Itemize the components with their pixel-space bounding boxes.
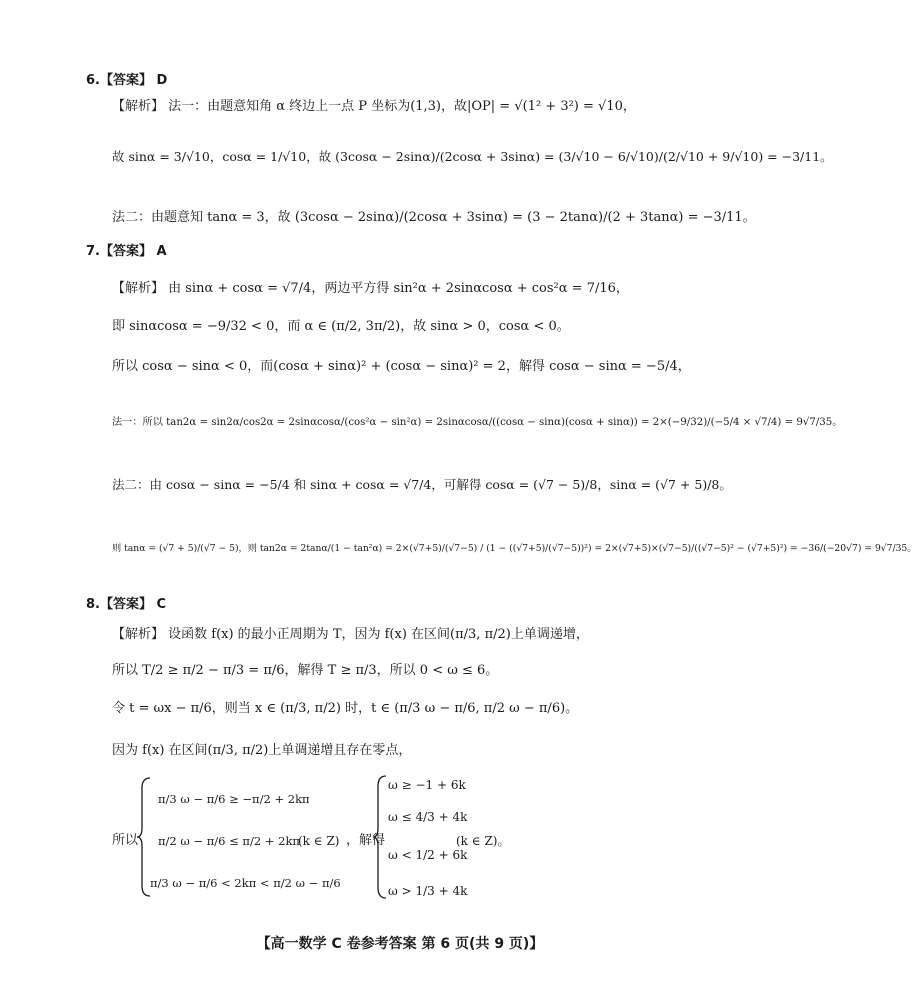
q8-answer: 8.【答案】 C <box>86 597 167 612</box>
q7-analysis-3: 所以 cosα − sinα < 0，而(cosα + sinα)² + (cosα − sinα)² = 2，解得 cosα − sinα = −5/4， <box>112 359 691 374</box>
q8-analysis-1: 【解析】 设函数 f(x) 的最小正周期为 T，因为 f(x) 在区间(π/3, π/2)上单调递增， <box>112 627 589 642</box>
q8-system-a-2: π/2 ω − π/6 ≤ π/2 + 2kπ <box>158 834 300 848</box>
q8-system-a-1: π/3 ω − π/6 ≥ −π/2 + 2kπ <box>158 792 310 806</box>
q8-so-label: 所以 <box>112 833 139 848</box>
q8-cond-2: (k ∈ Z)。 <box>456 834 510 848</box>
q8-system-b-3: ω < 1/2 + 6k <box>388 848 468 862</box>
q6-analysis-3: 法二：由题意知 tanα = 3，故 (3cosα − 2sinα)/(2cosα + 3sinα) = (3 − 2tanα)/(2 + 3tanα) = −3/11。 <box>112 210 756 225</box>
q8-system-b-2: ω ≤ 4/3 + 4k <box>388 810 468 824</box>
q8-system-a-3: π/3 ω − π/6 < 2kπ < π/2 ω − π/6 <box>150 876 341 890</box>
q7-analysis-2: 即 sinαcosα = −9/32 < 0，而 α ∈ (π/2, 3π/2)，故 sinα > 0，cosα < 0。 <box>112 319 570 334</box>
q8-analysis-2: 所以 T/2 ≥ π/2 − π/3 = π/6，解得 T ≥ π/3，所以 0 < ω ≤ 6。 <box>112 663 499 678</box>
q7-method-2: 法二：由 cosα − sinα = −5/4 和 sinα + cosα = √7/4，可解得 cosα = (√7 − 5)/8，sinα = (√7 + 5)/8。 <box>112 477 732 492</box>
q6-answer: 6.【答案】 D <box>86 73 168 88</box>
q8-analysis-3: 令 t = ωx − π/6，则当 x ∈ (π/3, π/2) 时，t ∈ (π/3 ω − π/6, π/2 ω − π/6)。 <box>112 701 579 716</box>
q8-analysis-4: 因为 f(x) 在区间(π/3, π/2)上单调递增且存在零点， <box>112 743 412 758</box>
q8-cond-1: (k ∈ Z) <box>298 834 340 848</box>
q8-solve-label: ，解得 <box>346 833 386 848</box>
q6-analysis-2: 故 sinα = 3/√10，cosα = 1/√10，故 (3cosα − 2sinα)/(2cosα + 3sinα) = (3/√10 − 6/√10)/(2/√10 + 9/√10) = −3/11。 <box>112 149 833 164</box>
q8-system-b-1: ω ≥ −1 + 6k <box>388 778 466 792</box>
q7-answer: 7.【答案】 A <box>86 244 167 259</box>
q7-method-1: 法一：所以 tan2α = sin2α/cos2α = 2sinαcosα/(cos²α − sin²α) = 2sinαcosα/((cosα − sinα)(cosα + sinα)) = 2×(−9/32)/(−5/4 × √7/4) = 9√7/35。 <box>112 417 843 428</box>
page-footer: 【高一数学 C 卷参考答案 第 6 页(共 9 页)】 <box>256 936 544 952</box>
q8-system-b-4: ω > 1/3 + 4k <box>388 884 468 898</box>
q6-analysis-1: 【解析】 法一：由题意知角 α 终边上一点 P 坐标为(1,3)，故|OP| = √(1² + 3²) = √10， <box>112 99 636 114</box>
left-brace-icon <box>372 774 388 900</box>
q7-method-2-tan: 则 tanα = (√7 + 5)/(√7 − 5)，则 tan2α = 2tanα/(1 − tan²α) = 2×(√7+5)/(√7−5) / (1 − ((√7+5)/(√7−5))²) = 2×(√7+5)×(√7−5)/((√7−5)² − (√7+5)²) = −36/(−20√7) = 9√7/35。 <box>112 543 916 554</box>
q7-analysis-1: 【解析】 由 sinα + cosα = √7/4，两边平方得 sin²α + 2sinαcosα + cos²α = 7/16， <box>112 281 629 296</box>
